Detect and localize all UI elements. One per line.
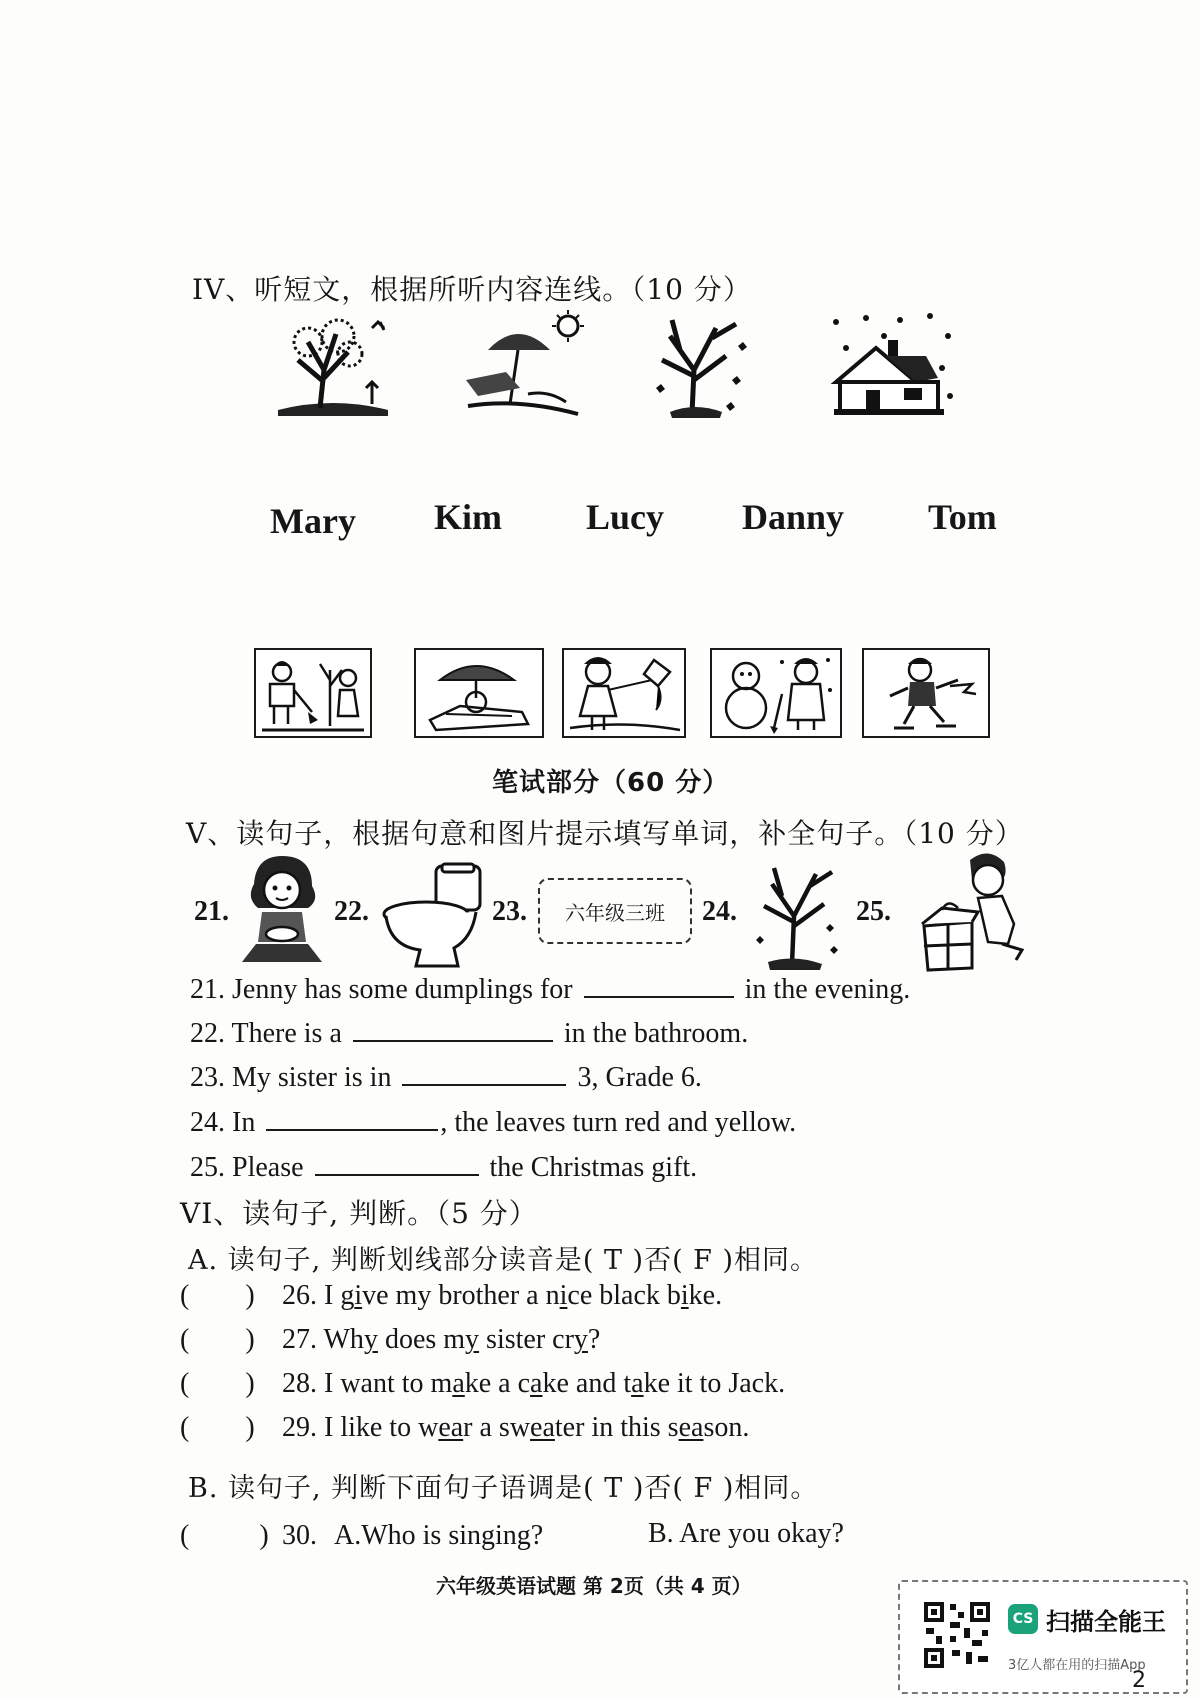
paren-close: ) xyxy=(245,1412,255,1443)
sentence-25-start: 25. Please xyxy=(190,1152,304,1183)
page-footer: 六年级英语试题 第 2页（共 4 页） xyxy=(436,1574,752,1598)
underlined-letters: i xyxy=(680,1280,689,1311)
snowy-house-icon xyxy=(826,312,956,422)
answer-paren-27[interactable] xyxy=(180,1324,255,1356)
sentence-23 xyxy=(190,1058,702,1094)
clue-24-number: 24. xyxy=(702,896,737,927)
paren-close: ) xyxy=(245,1368,255,1399)
item-30-sentence-b: B. Are you okay? xyxy=(648,1518,844,1549)
item-number: 28. xyxy=(282,1368,317,1399)
section-6-part-a: A. 读句子, 判断划线部分读音是( T )否( F )相同。 xyxy=(188,1245,819,1276)
underlined-letters: a xyxy=(631,1368,644,1399)
phonics-item-27 xyxy=(282,1324,600,1356)
sentence-22-end: in the bathroom. xyxy=(563,1018,749,1049)
underlined-letters: y xyxy=(363,1324,378,1355)
sentence-25 xyxy=(190,1148,697,1184)
clue-25-number: 25. xyxy=(856,896,891,927)
underlined-letters: ea xyxy=(530,1412,555,1443)
sentence-21-end: in the evening. xyxy=(744,974,911,1005)
sentence-23-start: 23. My sister is in xyxy=(190,1062,392,1093)
underlined-letters: i xyxy=(354,1280,363,1311)
bare-tree-with-birds-icon xyxy=(268,312,398,422)
paren-close: ) xyxy=(259,1520,269,1551)
camscanner-logo-icon: CS xyxy=(1008,1604,1038,1634)
paren-open: ( xyxy=(180,1412,190,1443)
section-6-part-b: B. 读句子, 判断下面句子语调是( T )否( F )相同。 xyxy=(188,1473,819,1504)
name-danny: Danny xyxy=(742,497,845,537)
answer-blank-25[interactable] xyxy=(315,1148,479,1176)
name-mary: Mary xyxy=(270,501,356,541)
answer-blank-21[interactable] xyxy=(584,970,734,998)
item-30-number: 30. xyxy=(282,1520,317,1551)
sentence-text: r a sw xyxy=(463,1412,531,1443)
answer-paren-29[interactable] xyxy=(180,1412,255,1444)
sentence-22 xyxy=(190,1014,748,1050)
sentence-23-end: 3, Grade 6. xyxy=(577,1062,702,1093)
item-number: 26. xyxy=(282,1280,317,1311)
item-number: 27. xyxy=(282,1324,317,1355)
watermark-brand: 扫描全能王 xyxy=(1046,1608,1166,1636)
skating-icon xyxy=(862,648,990,738)
qr-code-icon xyxy=(922,1600,992,1670)
class-sign-icon: 六年级三班 xyxy=(538,878,692,944)
sentence-text: ke. xyxy=(688,1280,723,1311)
sentence-text: I g xyxy=(324,1280,355,1311)
clue-22-number: 22. xyxy=(334,896,369,927)
sentence-text: ter in this s xyxy=(554,1412,679,1443)
beach-umbrella-sun-icon xyxy=(458,310,588,422)
page-mark: 2 xyxy=(1132,1668,1146,1693)
name-kim: Kim xyxy=(434,497,502,537)
sentence-text: does m xyxy=(377,1324,466,1355)
sentence-24-start: 24. In xyxy=(190,1107,256,1138)
sentence-21-start: 21. Jenny has some dumplings for xyxy=(190,974,573,1005)
sentence-text: ke it to Jack. xyxy=(643,1368,786,1399)
girl-eating-dumplings-icon xyxy=(240,850,324,966)
item-30-sentence-a: A.Who is singing? xyxy=(334,1520,544,1551)
sentence-text: ? xyxy=(587,1324,601,1355)
name-lucy: Lucy xyxy=(586,497,665,537)
phonics-item-28 xyxy=(282,1368,785,1400)
paren-close: ) xyxy=(245,1324,255,1355)
underlined-letters: ea xyxy=(678,1412,704,1443)
falling-leaves-tree-icon xyxy=(640,310,750,422)
sentence-text: I like to w xyxy=(324,1412,439,1443)
answer-paren-28[interactable] xyxy=(180,1368,255,1400)
written-part-heading: 笔试部分（60 分） xyxy=(492,768,730,798)
answer-blank-23[interactable] xyxy=(402,1058,566,1086)
watermark-tagline: 3亿人都在用的扫描App xyxy=(1008,1658,1146,1673)
autumn-tree-icon xyxy=(748,860,840,972)
underlined-letters: y xyxy=(465,1324,480,1355)
flying-kite-icon xyxy=(562,648,686,738)
sentence-21 xyxy=(190,970,910,1006)
snowman-icon xyxy=(710,648,842,738)
answer-blank-24[interactable] xyxy=(266,1103,438,1131)
toilet-icon xyxy=(380,862,486,972)
section-5-title: V、读句子，根据句意和图片提示填写单词，补全句子。（10 分） xyxy=(186,817,1024,850)
sentence-22-start: 22. There is a xyxy=(190,1018,342,1049)
sentence-text: Wh xyxy=(323,1324,364,1355)
section-6-title: VI、读句子, 判断。（5 分） xyxy=(180,1197,538,1230)
sentence-24-end: , the leaves turn red and yellow. xyxy=(440,1107,797,1138)
sentence-text: son. xyxy=(703,1412,750,1443)
name-tom: Tom xyxy=(928,497,997,537)
sentence-text: I want to m xyxy=(324,1368,453,1399)
boy-opening-gift-icon xyxy=(918,846,1030,972)
sentence-text: ve my brother a n xyxy=(362,1280,560,1311)
paren-open: ( xyxy=(180,1368,190,1399)
sentence-text: ke and t xyxy=(542,1368,632,1399)
planting-trees-icon xyxy=(254,648,372,738)
sentence-text: ke a c xyxy=(464,1368,531,1399)
clue-23-number: 23. xyxy=(492,896,527,927)
phonics-item-29 xyxy=(282,1412,749,1444)
answer-blank-22[interactable] xyxy=(353,1014,553,1042)
underlined-letters: a xyxy=(452,1368,465,1399)
sunbathing-icon xyxy=(414,648,544,738)
sentence-24 xyxy=(190,1103,796,1139)
underlined-letters: a xyxy=(530,1368,543,1399)
sentence-25-end: the Christmas gift. xyxy=(489,1152,698,1183)
phonics-item-26 xyxy=(282,1280,722,1312)
clue-21-number: 21. xyxy=(194,896,229,927)
underlined-letters: ea xyxy=(438,1412,464,1443)
paren-open: ( xyxy=(180,1280,190,1311)
sentence-text: ce black b xyxy=(567,1280,681,1311)
paren-open: ( xyxy=(180,1324,190,1355)
underlined-letters: y xyxy=(573,1324,588,1355)
answer-paren-30[interactable] xyxy=(180,1520,269,1552)
sentence-text: sister cr xyxy=(479,1324,574,1355)
item-number: 29. xyxy=(282,1412,317,1443)
underlined-letters: i xyxy=(559,1280,568,1311)
section-4-title: IV、听短文，根据所听内容连线。（10 分） xyxy=(192,273,752,306)
paren-close: ) xyxy=(245,1280,255,1311)
answer-paren-26[interactable] xyxy=(180,1280,255,1312)
paren-open: ( xyxy=(180,1520,190,1551)
